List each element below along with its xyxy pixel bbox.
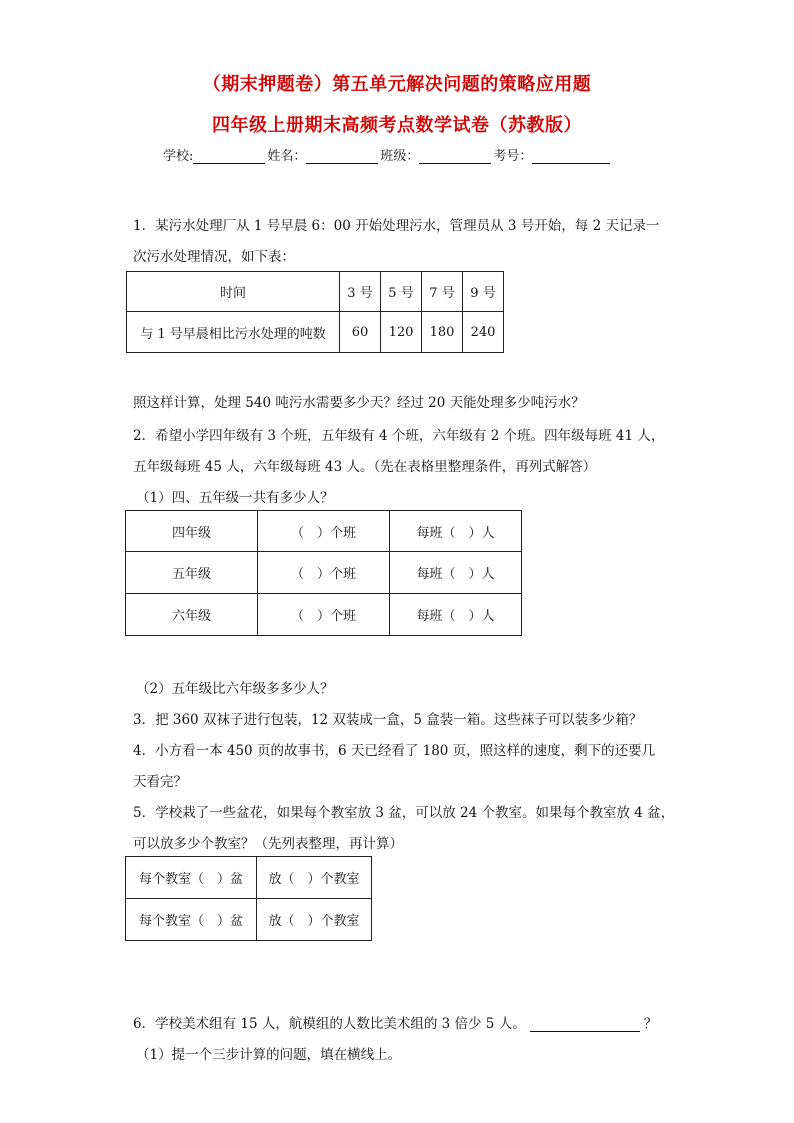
grade-cell: 四年级 — [126, 511, 258, 552]
q1-data-cell: 120 — [381, 312, 422, 353]
q1-header-cell: 9 号 — [463, 272, 504, 312]
q6-answer-blank[interactable] — [530, 1017, 640, 1032]
q5-table-row — [126, 899, 372, 941]
q1-header-cell: 7 号 — [422, 272, 463, 312]
q1-table-header-row — [127, 272, 504, 312]
q2-line-1: 2．希望小学四年级有 3 个班，五年级有 4 个班，六年级有 2 个班。四年级每班 41 人， — [133, 428, 665, 444]
class-count-cell[interactable]: （ ）个班 — [258, 511, 390, 552]
name-label: 姓名： — [267, 149, 307, 164]
q1-header-cell: 5 号 — [381, 272, 422, 312]
q5-line-2: 可以放多少个教室？（先列表整理，再计算） — [133, 836, 403, 852]
q4-line-2: 天看完？ — [133, 774, 187, 790]
q2-sub-question-2: （2）五年级比六年级多多少人？ — [136, 681, 334, 697]
pots-per-room-cell[interactable]: 每个教室（ ）盆 — [126, 899, 257, 941]
class-field[interactable] — [419, 149, 491, 164]
q1-data-cell: 与 1 号早晨相比污水处理的吨数 — [127, 312, 340, 353]
name-field[interactable] — [306, 149, 378, 164]
school-field[interactable] — [193, 149, 265, 164]
exam-no-field[interactable] — [532, 149, 610, 164]
q1-table — [126, 271, 504, 353]
exam-no-label: 考号： — [493, 149, 533, 164]
q5-table — [125, 856, 372, 941]
title-line-1: （期末押题卷）第五单元解决问题的策略应用题 — [202, 74, 592, 95]
q2-sub-question-1: （1）四、五年级一共有多少人？ — [136, 490, 334, 506]
school-label: 学校: — [163, 149, 194, 164]
class-count-cell[interactable]: （ ）个班 — [258, 594, 390, 636]
q5-line-1: 5．学校栽了一些盆花，如果每个教室放 3 盆，可以放 24 个教室。如果每个教室放 4 盆， — [133, 805, 675, 821]
q2-table-row — [126, 594, 522, 636]
student-info-row — [163, 145, 612, 164]
room-count-cell[interactable]: 放（ ）个教室 — [257, 899, 372, 941]
q2-table-row — [126, 552, 522, 594]
q6-text: 6．学校美术组有 15 人，航模组的人数比美术组的 3 倍少 5 人。 — [133, 1016, 526, 1032]
q1-header-cell: 3 号 — [340, 272, 381, 312]
students-per-class-cell[interactable]: 每班（ ）人 — [390, 511, 522, 552]
class-label: 班级： — [380, 149, 420, 164]
q6-sub-question-1: （1）提一个三步计算的问题，填在横线上。 — [136, 1047, 402, 1063]
grade-cell: 五年级 — [126, 552, 258, 594]
q2-table-row — [126, 511, 522, 552]
q1-table-data-row — [127, 312, 504, 353]
q1-data-cell: 240 — [463, 312, 504, 353]
q6-line-1 — [133, 1012, 657, 1032]
title-line-2: 四年级上册期末高频考点数学试卷（苏教版） — [212, 115, 582, 136]
q4-line-1: 4．小方看一本 450 页的故事书，6 天已经看了 180 页，照这样的速度，剩下的还要几 — [133, 743, 656, 759]
students-per-class-cell[interactable]: 每班（ ）人 — [390, 594, 522, 636]
q1-data-cell: 60 — [340, 312, 381, 353]
class-count-cell[interactable]: （ ）个班 — [258, 552, 390, 594]
q2-table — [125, 510, 522, 636]
q1-header-cell: 时间 — [127, 272, 340, 312]
q1-line-2: 次污水处理情况，如下表： — [133, 249, 295, 265]
q1-question: 照这样计算，处理 540 吨污水需要多少天？经过 20 天能处理多少吨污水？ — [133, 395, 585, 411]
q2-line-2: 五年级每班 45 人，六年级每班 43 人。（先在表格里整理条件，再列式解答） — [133, 459, 597, 475]
students-per-class-cell[interactable]: 每班（ ）人 — [390, 552, 522, 594]
room-count-cell[interactable]: 放（ ）个教室 — [257, 857, 372, 899]
q3-line-1: 3．把 360 双袜子进行包装，12 双装成一盒，5 盒装一箱。这些袜子可以装多少箱？ — [133, 712, 643, 728]
pots-per-room-cell[interactable]: 每个教室（ ）盆 — [126, 857, 257, 899]
q1-data-cell: 180 — [422, 312, 463, 353]
q1-line-1: 1．某污水处理厂从 1 号早晨 6：00 开始处理污水，管理员从 3 号开始，每 2 天记录一 — [133, 218, 660, 234]
q5-table-row — [126, 857, 372, 899]
q6-question-mark: ？ — [643, 1016, 658, 1032]
grade-cell: 六年级 — [126, 594, 258, 636]
